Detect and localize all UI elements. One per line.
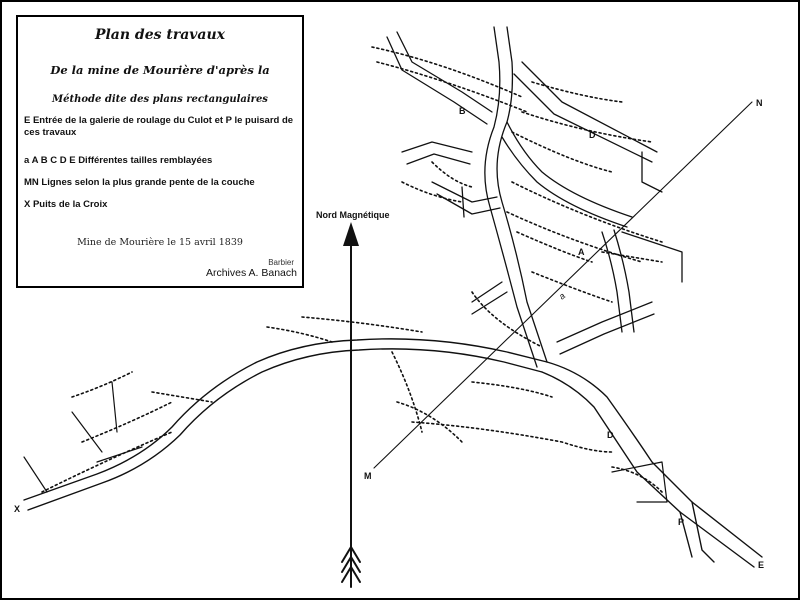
legend-subtitle: De la mine de Mourière d'après la: [50, 63, 270, 77]
map-label-d-top: D: [589, 130, 596, 140]
map-label-e: E: [758, 560, 765, 570]
map-label-m: M: [364, 471, 372, 481]
legend-author: Barbier: [268, 258, 294, 267]
legend-date: Mine de Mourière le 15 avril 1839: [77, 237, 243, 248]
legend-credit: Archives A. Banach: [205, 267, 297, 279]
map-label-b: B: [459, 106, 466, 116]
compass-label: Nord Magnétique: [316, 210, 390, 220]
main-gallery: [24, 339, 547, 510]
north-arrow-head: [343, 222, 359, 246]
map-label-a-small: a: [556, 290, 568, 302]
map-label-a: A: [578, 247, 585, 257]
legend-item-tailles: a A B C D E Différentes tailles remblayées: [24, 155, 213, 166]
legend-item-puits: X Puits de la Croix: [24, 199, 108, 210]
map-label-x: X: [14, 504, 21, 514]
legend-title: Plan des travaux: [94, 27, 226, 43]
map-label-n: N: [756, 98, 763, 108]
mn-line: [374, 102, 752, 468]
legend-item-entry: E Entrée de la galerie de roulage du Culot et P le puisard de ces travaux: [24, 115, 294, 138]
legend-method: Méthode dite des plans rectangulaires: [52, 94, 268, 105]
legend-item-mn-lines: MN Lignes selon la plus grande pente de la couche: [24, 177, 255, 188]
map-label-d-lower: D: [607, 430, 614, 440]
map-label-p: P: [678, 517, 685, 527]
legend-box: [16, 15, 304, 288]
north-arrow: [342, 237, 360, 587]
lower-left-workings: [24, 382, 667, 502]
